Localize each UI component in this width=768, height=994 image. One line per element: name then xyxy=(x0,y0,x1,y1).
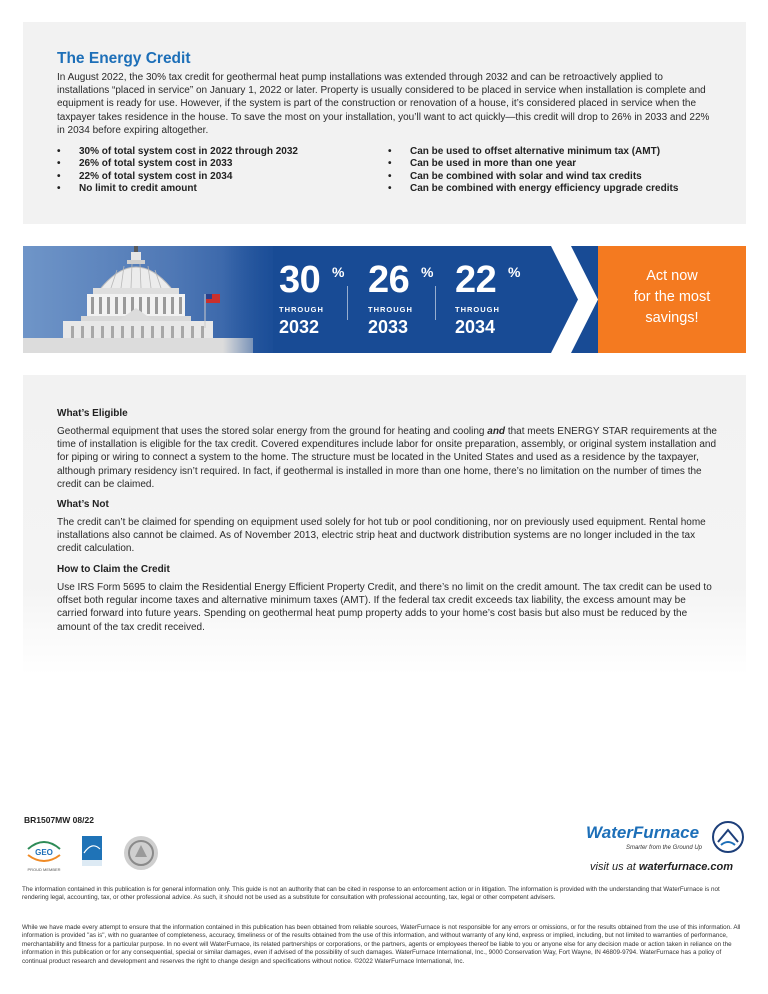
list-item: • Can be used to offset alternative minimum tax (AMT) xyxy=(388,146,678,158)
waterfurnace-wordmark: WaterFurnace xyxy=(586,823,700,842)
how-to-claim-heading: How to Claim the Credit xyxy=(57,564,170,575)
list-item: • 22% of total system cost in 2034 xyxy=(57,171,298,183)
tax-credit-banner xyxy=(23,246,746,353)
disclaimer-paragraph-2: While we have made every attempt to ensure that the information contained in this publication has been obtained from reliable sources, WaterFurnace is not responsible for any errors or omissions, or for the results obtained from the use of this information. All information is provided "as is", with no guarantee of completeness, accuracy, timeliness or of the results obtained from the use of this information, and without warranty of any kind, express or implied, including, but not limited to warranties of performance, merchantability and fitness for a particular purpose. In no event will WaterFurnace, its related partnerships or corporations, or the partners, agents or employees thereof be liable to you or anyone else for any decision made or action taken in reliance on the information in this publication or for any consequential, special or similar damages, even if advised of the possibility of such damages. WaterFurnace International, Inc., 9000 Conservation Way, Fort Wayne, IN 46809-9794. WaterFurnace has a policy of continual product research and development and reserves the right to change design and specifications without notice. ©2022 WaterFurnace International, Inc. xyxy=(22,924,741,965)
cta-line: for the most xyxy=(633,289,711,305)
benefits-list-right xyxy=(388,146,678,195)
membership-badges xyxy=(22,833,162,878)
waterfurnace-emblem-icon xyxy=(713,822,743,852)
disclaimer-paragraph-1: The information contained in this publication is for general information only. This guide is not an authority that can be cited in response to an enforcement action or in litigation. The information is provided with the understanding that WaterFurnace is not rendering legal, accounting, tax, or other professional advice. As such, it should not be used as a substitute for consultation with professional accounting, tax, legal or other competent advisers. xyxy=(22,886,720,902)
website-callout xyxy=(590,861,733,873)
website-link[interactable]: waterfurnace.com xyxy=(638,861,734,873)
waterfurnace-logo xyxy=(584,820,747,858)
cta-line: Act now xyxy=(646,268,698,284)
eligible-text-end: that meets ENERGY STAR requirements at the time of installation is eligible for the tax credit. Covered expenditures include labor for onsite preparation, assembly, or original system installation and for piping or wiring to connect a system to the home. The structure must be located in the United States and used as a residence by the taxpayer, although primary residency isn’t required. In fact, if geothermal is installed in more than one home, there’s no limitation on the number of times the credit can be claimed. xyxy=(57,426,717,490)
benefits-list-left xyxy=(57,146,298,195)
page-title: The Energy Credit xyxy=(57,50,191,67)
list-item: • 26% of total system cost in 2033 xyxy=(57,158,298,170)
stat-22-percent xyxy=(455,259,521,338)
how-to-claim-paragraph: Use IRS Form 5695 to claim the Residential Energy Efficient Property Credit, and there’s no limit on the credit amount. The tax credit can be used to offset both regular income taxes and alternative minimum taxes (AMT). If the federal tax credit exceeds tax liability, the excess amount may be carried forward into future years. Spending on geothermal heat pump property adds to your home’s cost basis but also must be reduced by the amount of the tax credit received. xyxy=(57,582,712,633)
stat-value: 22 xyxy=(455,259,497,301)
stat-through-label: THROUGH xyxy=(279,305,324,314)
stat-through-label: THROUGH xyxy=(455,305,500,314)
not-eligible-heading: What’s Not xyxy=(57,499,109,510)
eligible-text-start: Geothermal equipment that uses the stored solar energy from the ground for heating and cooling xyxy=(57,426,488,437)
cta-text xyxy=(598,266,746,329)
stat-divider xyxy=(347,286,348,320)
stat-26-percent xyxy=(368,259,434,338)
stat-30-percent xyxy=(279,259,345,338)
brand-slogan: Smarter from the Ground Up xyxy=(625,845,702,851)
eligible-heading: What’s Eligible xyxy=(57,408,128,419)
stat-divider xyxy=(435,286,436,320)
act-now-callout xyxy=(598,246,746,353)
capitol-building-image xyxy=(23,246,283,353)
percent-sign: % xyxy=(332,264,345,280)
list-item: • 30% of total system cost in 2022 through 2032 xyxy=(57,146,298,158)
stat-value: 30 xyxy=(279,259,321,301)
eligible-paragraph xyxy=(57,425,717,491)
stat-year: 2032 xyxy=(279,317,320,337)
list-item: • Can be used in more than one year xyxy=(388,158,678,170)
chevron-arrow-icon xyxy=(551,246,601,353)
geo-logo-text: GEO xyxy=(35,848,53,857)
stat-year: 2034 xyxy=(455,317,496,337)
stat-year: 2033 xyxy=(368,317,409,337)
stat-value: 26 xyxy=(368,259,410,301)
eligible-text-emphasis: and xyxy=(487,426,506,437)
cta-line: savings! xyxy=(645,310,699,326)
list-item: • No limit to credit amount xyxy=(57,183,298,195)
publication-code: BR1507MW 08/22 xyxy=(24,815,94,825)
visit-prefix: visit us at xyxy=(590,861,639,873)
list-item: • Can be combined with energy efficiency upgrade credits xyxy=(388,183,678,195)
intro-paragraph: In August 2022, the 30% tax credit for geothermal heat pump installations was extended through 2032 and can be retroactively applied to installations “placed in service” on January 1, 2022 or later. Property is usually considered to be placed in service when installation is complete and equipment is ready for use. However, if the system is part of the construction or renovation of a house, it’s considered placed in service when the taxpayer takes residence in the house. To save the most on your installation, you’ll want to act quickly—this credit will drop to 26% in 2033 and 22% in 2034 before expiring altogether. xyxy=(57,72,710,136)
stat-through-label: THROUGH xyxy=(368,305,413,314)
list-item: • Can be combined with solar and wind tax credits xyxy=(388,171,678,183)
not-eligible-paragraph: The credit can’t be claimed for spending on equipment used solely for hot tub or pool conditioning, nor on previously used equipment. Rental home installations also cannot be claimed. As of November 2013, electric strip heat and ductwork distribution systems are no longer included in the tax credit calculation. xyxy=(57,517,706,555)
percent-sign: % xyxy=(421,264,434,280)
percent-sign: % xyxy=(508,264,521,280)
certification-logos xyxy=(22,833,162,878)
proud-member-text: PROUD MEMBER xyxy=(27,867,61,872)
